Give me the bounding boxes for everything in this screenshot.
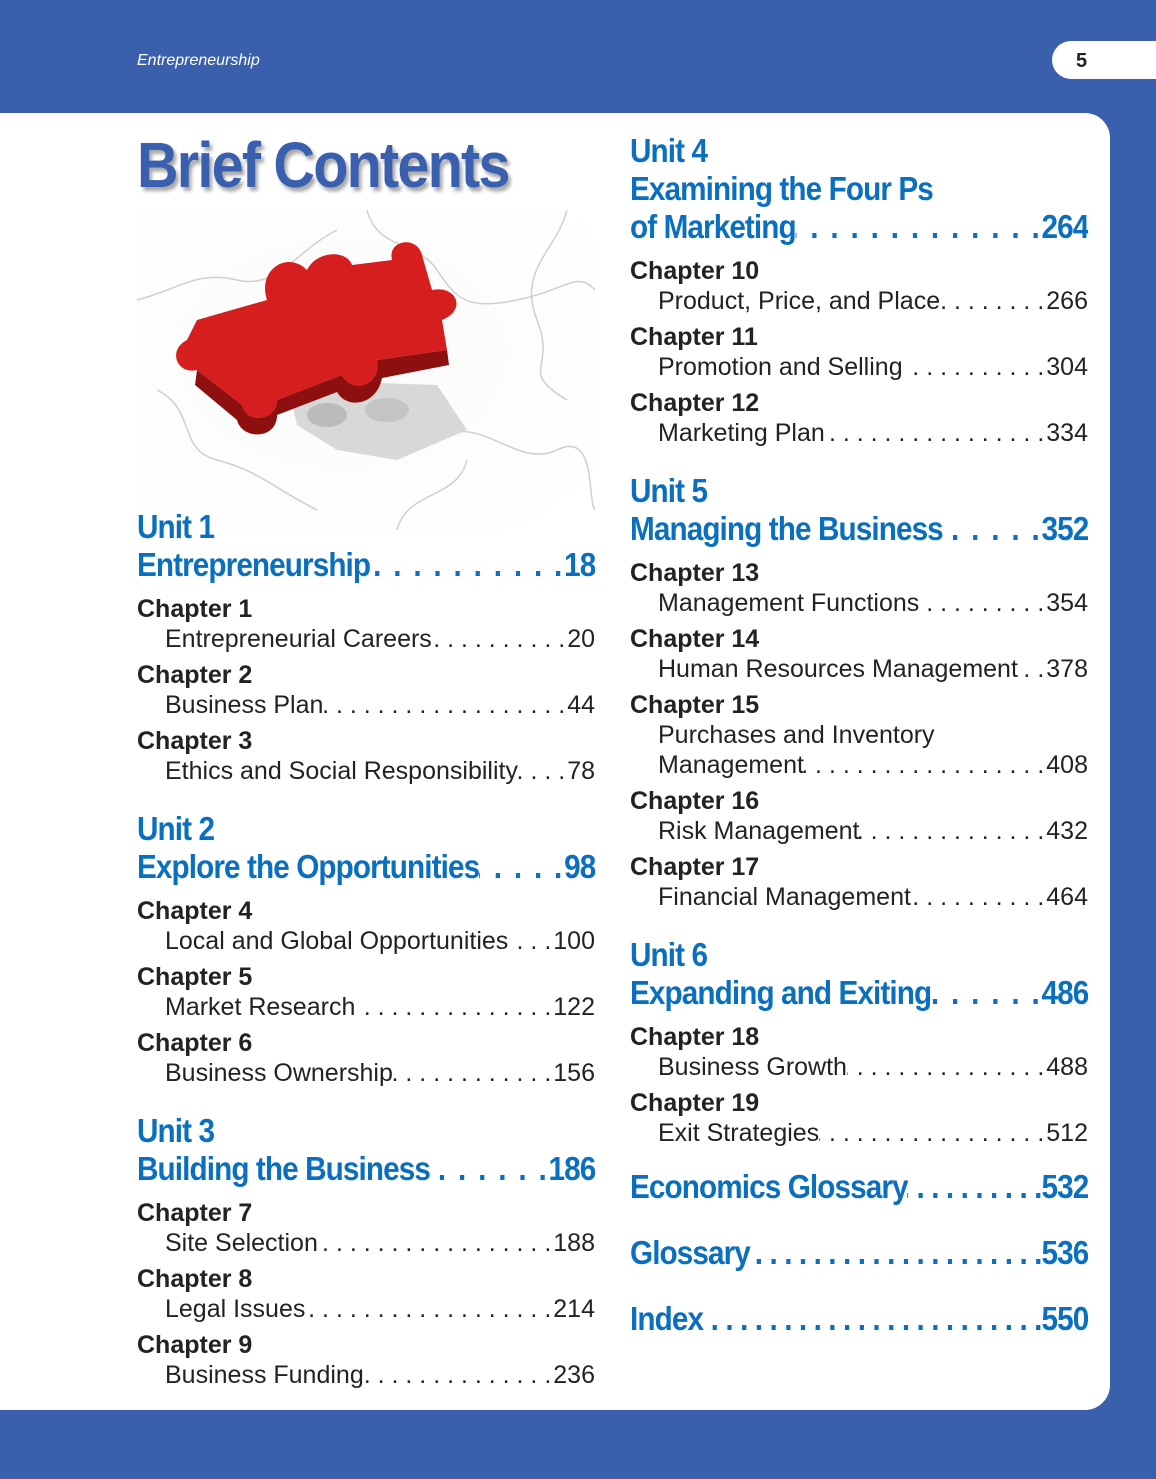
dot-leader: [903, 352, 1045, 382]
back-matter-entry-title: Glossary: [630, 1234, 750, 1271]
chapter-entry[interactable]: [630, 1118, 1088, 1148]
chapter-entry[interactable]: [137, 1228, 595, 1258]
chapter-entry-title: Local and Global Opportunities: [165, 927, 509, 955]
dot-leader: [1018, 654, 1044, 684]
back-matter-entry-title: Index: [630, 1300, 704, 1337]
unit-entry: [137, 1112, 595, 1390]
dot-leader: [432, 624, 565, 654]
unit-label: Unit 3: [137, 1112, 215, 1149]
chapter-label: Chapter 2: [137, 661, 253, 689]
unit-heading-link[interactable]: [137, 1150, 595, 1188]
back-matter-entry-page: 536: [1041, 1234, 1089, 1271]
chapter-entry-title: Management Functions: [658, 589, 920, 617]
chapter-entry-title: Exit Strategies: [658, 1119, 820, 1147]
unit-entry: [630, 472, 1088, 912]
page-title: Brief Contents: [137, 129, 509, 201]
chapter-label: Chapter 7: [137, 1199, 253, 1227]
chapter-label: Chapter 3: [137, 727, 253, 755]
chapter-entry-title: Entrepreneurial Careers: [165, 625, 432, 653]
chapter-entry[interactable]: [137, 926, 595, 956]
unit-heading-link[interactable]: [137, 848, 595, 886]
chapter-entry[interactable]: [137, 1360, 595, 1390]
chapter-label: Chapter 16: [630, 787, 760, 815]
unit-heading-link[interactable]: [630, 510, 1088, 548]
chapter-list: [137, 896, 595, 1088]
unit-entry: [630, 132, 1088, 448]
dot-leader: [940, 286, 1044, 316]
back-matter-entry[interactable]: [630, 1234, 1088, 1272]
chapter-entry-page: 354: [1046, 589, 1088, 617]
chapter-entry-page: 44: [567, 691, 595, 719]
unit-entry: [137, 810, 595, 1088]
dot-leader: [364, 1360, 552, 1390]
chapter-label: Chapter 5: [137, 963, 253, 991]
unit-entry: [630, 936, 1088, 1148]
unit-heading-link-title: Managing the Business: [630, 510, 943, 547]
chapter-label: Chapter 19: [630, 1089, 760, 1117]
dot-leader: [819, 1118, 1044, 1148]
chapter-entry-title: Business Plan: [165, 691, 324, 719]
chapter-entry[interactable]: [630, 654, 1088, 684]
chapter-label: Chapter 4: [137, 897, 253, 925]
unit-title-line: Examining the Four Ps: [630, 170, 933, 207]
dot-leader: [370, 546, 564, 584]
chapter-title-line: Purchases and Inventory: [658, 721, 935, 749]
chapter-entry[interactable]: [630, 816, 1088, 846]
unit-heading-link-page: 186: [548, 1150, 596, 1187]
unit-label: Unit 2: [137, 810, 215, 847]
dot-leader: [508, 926, 551, 956]
contents-right-column: [630, 132, 1088, 1366]
dot-leader: [305, 1294, 551, 1324]
unit-heading-link[interactable]: [630, 974, 1088, 1012]
unit-heading-link-page: 18: [564, 546, 596, 583]
chapter-entry-page: 488: [1046, 1053, 1088, 1081]
chapter-entry[interactable]: [630, 418, 1088, 448]
chapter-entry-page: 432: [1046, 817, 1088, 845]
chapter-list: [137, 1198, 595, 1390]
chapter-label: Chapter 13: [630, 559, 760, 587]
chapter-entry-page: 214: [553, 1295, 595, 1323]
chapter-entry-page: 304: [1046, 353, 1088, 381]
chapter-entry-title: Product, Price, and Place: [658, 287, 941, 315]
chapter-entry-title: Legal Issues: [165, 1295, 306, 1323]
chapter-entry-page: 378: [1046, 655, 1088, 683]
running-title: Entrepreneurship: [137, 52, 260, 69]
unit-heading-link[interactable]: [630, 208, 1088, 246]
unit-label: Unit 4: [630, 132, 708, 169]
unit-heading-link-title: Explore the Opportunities: [137, 848, 480, 885]
unit-heading-link-title: Building the Business: [137, 1150, 430, 1187]
chapter-entry-page: 78: [567, 757, 595, 785]
page-number-tab: [1052, 41, 1156, 79]
chapter-label: Chapter 18: [630, 1023, 760, 1051]
chapter-entry-title: Human Resources Management: [658, 655, 1018, 683]
chapter-entry[interactable]: [137, 1058, 595, 1088]
chapter-entry-title: Business Growth: [658, 1053, 847, 1081]
chapter-entry-page: 100: [553, 927, 595, 955]
chapter-label: Chapter 9: [137, 1331, 253, 1359]
chapter-entry-page: 236: [553, 1361, 595, 1389]
chapter-entry-page: 464: [1046, 883, 1088, 911]
dot-leader: [430, 1150, 549, 1188]
chapter-entry[interactable]: [630, 750, 1088, 780]
back-matter-entry-page: 550: [1041, 1300, 1089, 1337]
chapter-entry-page: 20: [567, 625, 595, 653]
unit-heading-link-page: 352: [1041, 510, 1089, 547]
back-matter-entry-page: 532: [1041, 1168, 1089, 1205]
unit-heading-link-page: 98: [564, 848, 596, 885]
dot-leader: [393, 1058, 551, 1088]
dot-leader: [825, 418, 1045, 448]
dot-leader: [479, 848, 564, 886]
chapter-entry-page: 156: [553, 1059, 595, 1087]
unit-heading-link-title: of Marketing: [630, 208, 796, 245]
chapter-entry-title: Site Selection: [165, 1229, 318, 1257]
unit-heading-link[interactable]: [137, 546, 595, 584]
chapter-label: Chapter 14: [630, 625, 760, 653]
chapter-entry-title: Financial Management: [658, 883, 911, 911]
chapter-label: Chapter 10: [630, 257, 760, 285]
dot-leader: [943, 510, 1042, 548]
chapter-entry[interactable]: [630, 882, 1088, 912]
chapter-entry-title: Marketing Plan: [658, 419, 825, 447]
back-matter-entry[interactable]: [630, 1168, 1088, 1206]
chapter-label: Chapter 8: [137, 1265, 253, 1293]
dot-leader: [859, 816, 1044, 846]
unit-label: Unit 6: [630, 936, 708, 973]
chapter-entry-title: Market Research: [165, 993, 356, 1021]
chapter-entry-page: 188: [553, 1229, 595, 1257]
chapter-entry[interactable]: [137, 756, 595, 786]
chapter-entry-page: 512: [1046, 1119, 1088, 1147]
chapter-entry[interactable]: [137, 624, 595, 654]
chapter-list: [630, 1022, 1088, 1148]
chapter-entry[interactable]: [630, 1052, 1088, 1082]
dot-leader: [750, 1234, 1042, 1272]
unit-label: Unit 5: [630, 472, 708, 509]
dot-leader: [518, 756, 565, 786]
dot-leader: [911, 882, 1044, 912]
chapter-label: Chapter 12: [630, 389, 760, 417]
dot-leader: [318, 1228, 551, 1258]
back-matter: [630, 1168, 1088, 1338]
dot-leader: [931, 974, 1041, 1012]
chapter-entry[interactable]: [137, 1294, 595, 1324]
dot-leader: [323, 690, 565, 720]
chapter-entry[interactable]: [630, 588, 1088, 618]
chapter-label: Chapter 6: [137, 1029, 253, 1057]
unit-heading-link-page: 264: [1041, 208, 1089, 245]
chapter-entry-page: 334: [1046, 419, 1088, 447]
chapter-list: [630, 256, 1088, 448]
chapter-list: [137, 594, 595, 786]
page-number: 5: [1076, 50, 1088, 72]
unit-entry: [137, 508, 595, 786]
dot-leader: [804, 750, 1044, 780]
chapter-entry[interactable]: [630, 286, 1088, 316]
dot-leader: [847, 1052, 1044, 1082]
chapter-entry-title: Business Funding: [165, 1361, 364, 1389]
puzzle-illustration: [137, 210, 595, 530]
back-matter-entry[interactable]: [630, 1300, 1088, 1338]
dot-leader: [796, 208, 1042, 246]
chapter-label: Chapter 17: [630, 853, 760, 881]
chapter-label: Chapter 1: [137, 595, 253, 623]
chapter-label: Chapter 15: [630, 691, 760, 719]
unit-heading-link-title: Entrepreneurship: [137, 546, 371, 583]
chapter-entry-page: 266: [1046, 287, 1088, 315]
chapter-entry[interactable]: [630, 352, 1088, 382]
chapter-entry-title: Ethics and Social Responsibility: [165, 757, 518, 785]
chapter-entry-title: Risk Management: [658, 817, 860, 845]
unit-heading-link-page: 486: [1041, 974, 1089, 1011]
chapter-label: Chapter 11: [630, 323, 758, 351]
chapter-entry-title: Management: [658, 751, 804, 779]
dot-leader: [908, 1168, 1042, 1206]
chapter-entry-title: Business Ownership: [165, 1059, 393, 1087]
back-matter-entry-title: Economics Glossary: [630, 1168, 908, 1205]
chapter-list: [630, 558, 1088, 912]
dot-leader: [919, 588, 1044, 618]
unit-heading-link-title: Expanding and Exiting: [630, 974, 932, 1011]
chapter-entry[interactable]: [137, 992, 595, 1022]
dot-leader: [355, 992, 551, 1022]
chapter-entry[interactable]: [137, 690, 595, 720]
chapter-entry-title: Promotion and Selling: [658, 353, 903, 381]
chapter-entry-page: 408: [1046, 751, 1088, 779]
chapter-entry-page: 122: [553, 993, 595, 1021]
unit-label: Unit 1: [137, 508, 215, 545]
contents-left-column: [137, 508, 595, 1414]
dot-leader: [703, 1300, 1041, 1338]
